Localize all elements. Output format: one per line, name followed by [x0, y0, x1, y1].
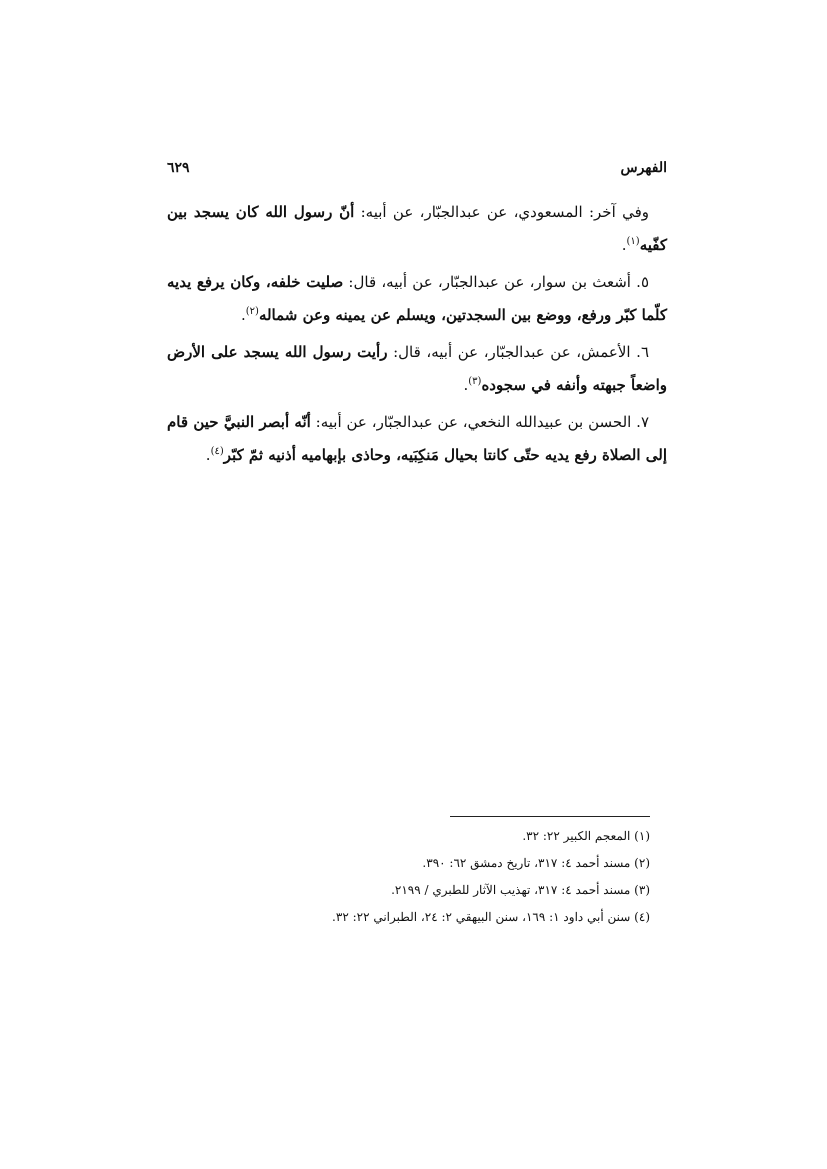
narration-chain: ٥. أشعث بن سوار، عن عبدالجبّار، عن أبيه، قال: — [343, 273, 649, 291]
paragraph — [167, 266, 667, 332]
footnote: (٢) مسند أحمد ٤: ٣١٧، تاريخ دمشق ٦٢: ٣٩٠. — [422, 856, 650, 870]
hadith-text: صليت خلفه، وكان يرفع يديه كلّما كبّر ورفع، ووضع بين السجدتين، ويسلم عن يمينه وعن شماله — [167, 273, 667, 324]
footnote-marker: (٣) — [468, 376, 482, 387]
paragraph — [167, 406, 667, 472]
hadith-text: أنّ رسول الله كان يسجد بين كفّيه — [167, 203, 667, 254]
footnote-separator — [450, 816, 650, 817]
hadith-text: رأيت رسول الله يسجد على الأرض واضعاً جبهته وأنفه في سجوده — [167, 343, 667, 394]
running-header — [167, 160, 667, 184]
footnotes — [167, 823, 650, 931]
footnote: (٣) مسند أحمد ٤: ٣١٧، تهذيب الآثار للطبري / ٢١٩٩. — [391, 883, 650, 897]
footnote-marker: (٢) — [245, 306, 259, 317]
main-text — [167, 196, 667, 476]
hadith-text: أنّه أبصر النبيَّ حين قام إلى الصلاة رفع يديه حتّى كانتا بحيال مَنكِبَيه، وحاذى بإبهاميه أذنيه ثمّ كبّر — [167, 413, 667, 464]
footnote-marker: (١) — [626, 236, 640, 247]
narration-chain: ٦. الأعمش، عن عبدالجبّار، عن أبيه، قال: — [387, 343, 649, 361]
sentence-end: . — [621, 236, 627, 254]
narration-chain: ٧. الحسن بن عبيدالله النخعي، عن عبدالجبّار، عن أبيه: — [310, 413, 650, 431]
sentence-end: . — [240, 306, 246, 324]
page-number: ٦٢٩ — [167, 160, 190, 176]
narration-chain: وفي آخر: المسعودي، عن عبدالجبّار، عن أبيه: — [354, 203, 649, 221]
footnote-marker: (٤) — [210, 446, 224, 457]
footnote: (٤) سنن أبي داود ١: ١٦٩، سنن البيهقي ٢: ٢٤، الطبراني ٢٢: ٣٢. — [332, 910, 650, 924]
paragraph — [167, 196, 667, 262]
header-title: الفهرس — [620, 160, 667, 176]
paragraph — [167, 336, 667, 402]
footnote: (١) المعجم الكبير ٢٢: ٣٢. — [522, 829, 650, 843]
sentence-end: . — [463, 376, 469, 394]
sentence-end: . — [205, 446, 211, 464]
